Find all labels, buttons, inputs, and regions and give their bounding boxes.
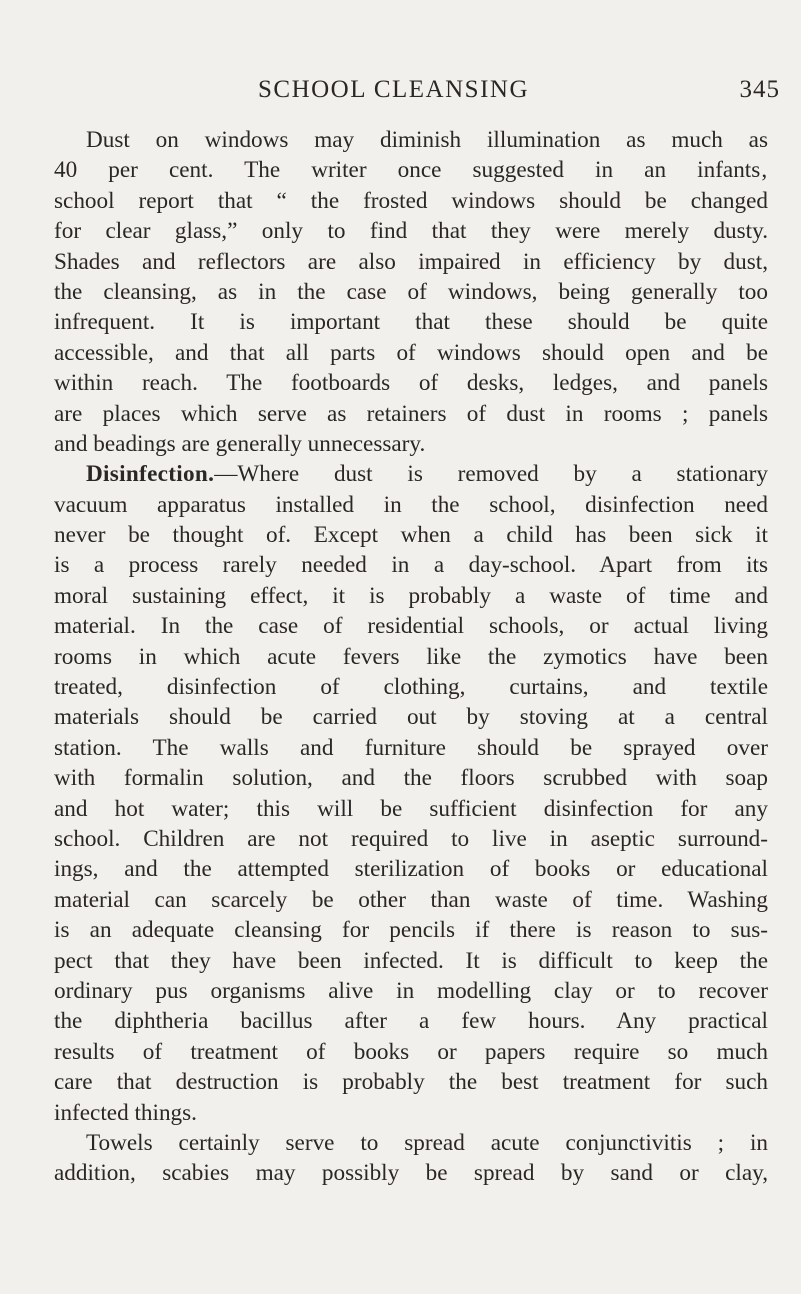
text-line: the diphtheria bacillus after a few hours. Any practical	[54, 1008, 768, 1035]
text-line: care that destruction is probably the best treatment for such	[54, 1069, 768, 1096]
text-line: school. Children are not required to live in aseptic surround-	[54, 825, 768, 852]
running-title: SCHOOL CLEANSING	[258, 76, 529, 103]
text-line: and beadings are generally unnecessary.	[54, 430, 426, 457]
text-line: results of treatment of books or papers require so much	[54, 1038, 768, 1065]
text-line: rooms in which acute fevers like the zymotics have been	[54, 643, 768, 670]
text-line: ings, and the attempted sterilization of books or educational	[54, 856, 768, 883]
text-line: Shades and reflectors are also impaired in efficiency by dust,	[54, 248, 768, 275]
text-line: infrequent. It is important that these should be quite	[54, 309, 768, 336]
text-line: vacuum apparatus installed in the school, disinfection need	[54, 491, 768, 518]
section-first-line-text: —Where dust is removed by a stationary	[214, 461, 768, 488]
text-line: within reach. The footboards of desks, ledges, and panels	[54, 370, 768, 397]
text-line: accessible, and that all parts of windows should open and be	[54, 339, 768, 366]
text-line: treated, disinfection of clothing, curtains, and textile	[54, 674, 768, 701]
text-line: pect that they have been infected. It is difficult to keep the	[54, 947, 768, 974]
text-line: Towels certainly serve to spread acute conjunctivitis ; in	[86, 1129, 768, 1156]
text-line: material can scarcely be other than waste of time. Washing	[54, 886, 768, 913]
text-line: material. In the case of residential schools, or actual living	[54, 613, 768, 640]
text-line: for clear glass,” only to find that they were merely dusty.	[54, 218, 768, 245]
text-line: the cleansing, as in the case of windows, being generally too	[54, 278, 768, 305]
text-line: station. The walls and furniture should be sprayed over	[54, 734, 768, 761]
page-number: 345	[739, 76, 780, 103]
text-line: with formalin solution, and the floors scrubbed with soap	[54, 765, 768, 792]
text-line: are places which serve as retainers of dust in rooms ; panels	[54, 400, 768, 427]
text-line: Dust on windows may diminish illumination as much as	[86, 127, 768, 153]
text-line: is a process rarely needed in a day-school. Apart from its	[54, 552, 768, 579]
text-line: school report that “ the frosted windows should be changed	[54, 187, 768, 214]
text-line: moral sustaining effect, it is probably a waste of time and	[54, 582, 768, 609]
text-line: never be thought of. Except when a child has been sick it	[54, 522, 768, 549]
running-head	[58, 76, 780, 116]
section-first-line	[54, 459, 768, 489]
text-line: 40 per cent. The writer once suggested in an infants‚	[54, 157, 768, 184]
body-text	[54, 125, 768, 1189]
text-line: is an adequate cleansing for pencils if there is reason to sus-	[54, 917, 768, 944]
section-heading: Disinfection.	[86, 461, 215, 488]
text-line: infected things.	[54, 1099, 197, 1126]
text-line: ordinary pus organisms alive in modelling clay or to recover	[54, 977, 768, 1004]
text-line: materials should be carried out by stoving at a central	[54, 704, 768, 731]
text-line: and hot water; this will be sufficient disinfection for any	[54, 795, 768, 822]
text-line: addition, scabies may possibly be spread by sand or clay,	[54, 1160, 768, 1187]
